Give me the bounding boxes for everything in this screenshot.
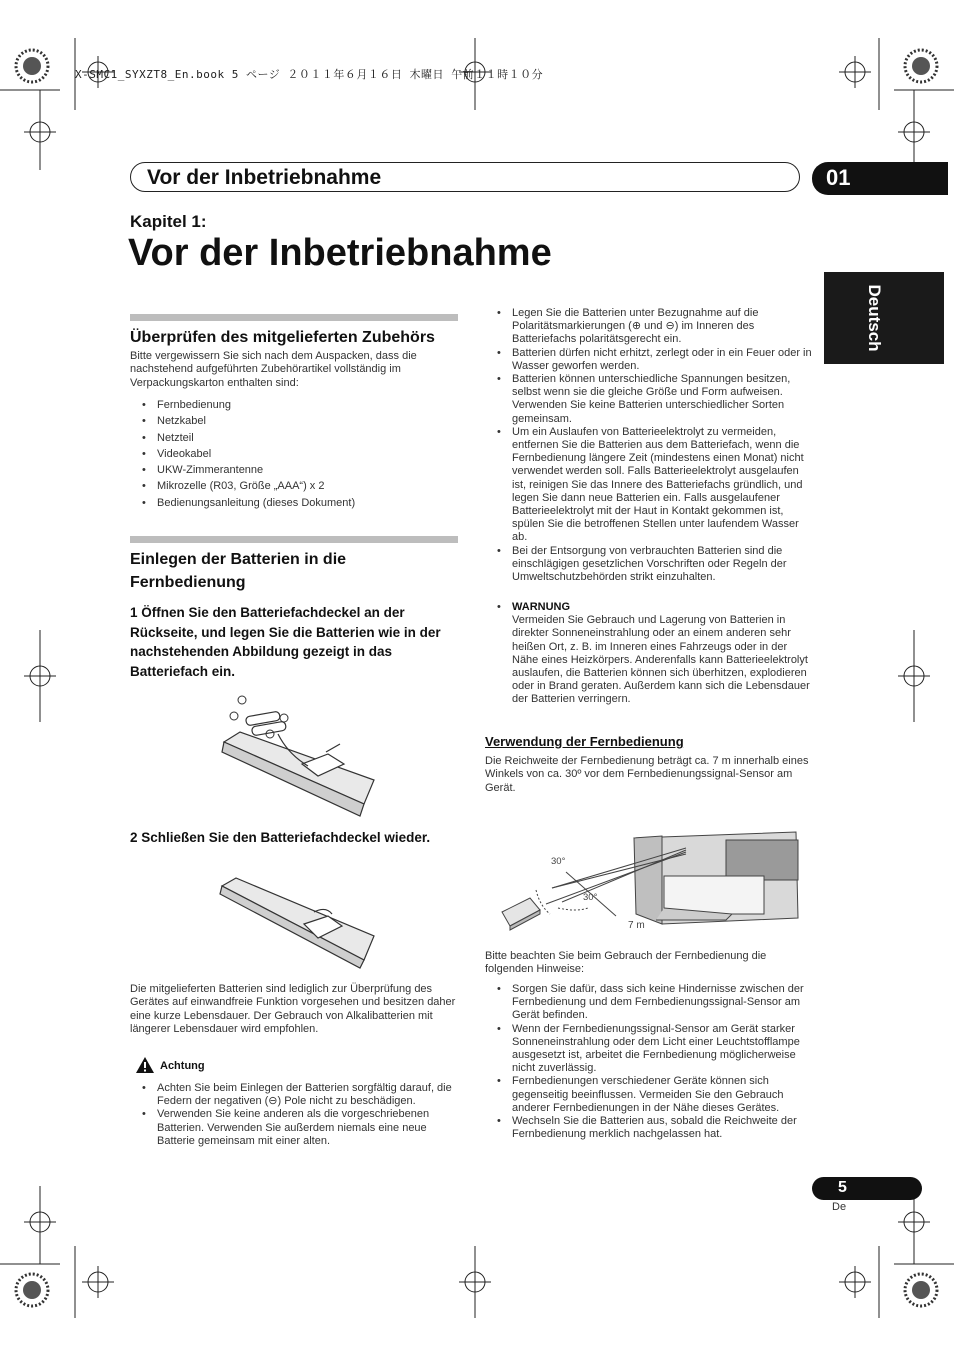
section-divider bbox=[130, 314, 458, 321]
step-1: 1 Öffnen Sie den Batteriefachdeckel an der Rückseite, und legen Sie die Batterien wie in der nachstehenden Abbildung gezeigt in das Batteriefach ein. bbox=[130, 605, 441, 679]
page-number: 5 bbox=[838, 1179, 847, 1196]
accessories-list bbox=[130, 397, 458, 511]
diagram-angle-2: 30° bbox=[583, 892, 598, 903]
list-item: • Fernbedienung bbox=[130, 397, 458, 413]
remote-range-diagram bbox=[496, 828, 806, 938]
list-item: • Wenn der Fernbedienungssignal-Sensor am Gerät starker Sonneneinstrahlung oder dem Licht einer Leuchtstofflampe ausgesetzt ist, arbeitet die Fernbedienung möglicherweise nicht zuverlässig. bbox=[485, 1023, 815, 1076]
warning-triangle-icon bbox=[135, 1056, 155, 1074]
accessories-intro: Bitte vergewissern Sie sich nach dem Auspacken, dass die nachstehend aufgeführten Zubehörartikel vollständig im Verpackungskarton enthalten sind: bbox=[130, 350, 417, 389]
list-item: • Legen Sie die Batterien unter Bezugnahme auf die Polaritätsmarkierungen (⊕ und ⊖) im Inneren des Batteriefachs polaritätsgerecht ein. bbox=[485, 307, 815, 347]
language-label: Deutsch bbox=[865, 284, 884, 352]
list-item: • Bei der Entsorgung von verbrauchten Batterien sind die einschlägigen gesetzlichen Vorschriften oder Regeln der Umweltschutzbehörden strikt einzuhalten. bbox=[485, 545, 815, 585]
section-heading-accessories: Überprüfen des mitgelieferten Zubehörs bbox=[130, 329, 435, 346]
warning-text: Vermeiden Sie Gebrauch und Lagerung von Batterien in direkter Sonneneinstrahlung oder an einem anderen sehr heißen Ort, z. B. im Inneren eines Fahrzeugs oder in der Nähe eines Heizkörpers. Anderenfalls kann Batterieelektrolyt auslaufen, die Batterien können sich überhitzen, explodieren oder in Brand geraten. Außerdem kann sich die Lebensdauer der Batterien verringern. bbox=[512, 614, 810, 706]
list-item: • Batterien dürfen nicht erhitzt, zerlegt oder in ein Feuer oder in Wasser geworfen werden. bbox=[485, 347, 815, 373]
section-heading-remote-use: Verwendung der Fernbedienung bbox=[485, 734, 684, 749]
warning-block: • WARNUNG Vermeiden Sie Gebrauch und Lagerung von Batterien in direkter Sonneneinstrahlung oder an einem anderen sehr heißen Ort, z. B. im Inneren eines Fahrzeugs oder in der Nähe eines Heizkörpers. Anderenfalls kann Batterieelektrolyt auslaufen, die Batterien können sich überhitzen, explodieren oder in Brand geraten. Außerdem kann sich die Lebensdauer der Batterien verringern. bbox=[485, 601, 815, 707]
chapter-number: 01 bbox=[826, 165, 851, 190]
header-title: Vor der Inbetriebnahme bbox=[147, 166, 382, 189]
section-heading-batteries-line1: Einlegen der Batterien in die bbox=[130, 551, 347, 568]
list-item: • Um ein Auslaufen von Batterieelektrolyt zu vermeiden, entfernen Sie die Batterien aus dem Batteriefach, wenn die Fernbedienung längere Zeit (mindestens einen Monat) nicht verwendet werden soll. Falls Batterieelektrolyt ausgelaufen ist, reinigen Sie das Innere des Batteriefachs gründlich, und legen Sie dann neue Batterien ein. Falls ausgelaufener Batterieelektrolyt mit der Haut in Kontakt gekommen ist, spülen Sie die betroffenen Stellen unter laufendem Wasser ab. bbox=[485, 426, 815, 545]
caution-label: Achtung bbox=[160, 1060, 205, 1072]
list-item: • Videokabel bbox=[130, 446, 458, 462]
list-item: • Batterien können unterschiedliche Spannungen besitzen, selbst wenn sie die gleiche Größe und Form aufweisen. Verwenden Sie keine Batterien unterschiedlicher Sorten gemeinsam. bbox=[485, 373, 815, 426]
list-item: • Netzkabel bbox=[130, 413, 458, 429]
battery-cover-illustration bbox=[218, 876, 378, 972]
remote-range-text: Die Reichweite der Fernbedienung beträgt ca. 7 m innerhalb eines Winkels von ca. 30º vor dem Fernbedienungssignal-Sensor am Gerät. bbox=[485, 755, 809, 794]
chapter-title: Vor der Inbetriebnahme bbox=[128, 232, 552, 274]
battery-safety-list bbox=[485, 307, 815, 584]
list-item: • Sorgen Sie dafür, dass sich keine Hindernisse zwischen der Fernbedienung und dem Fernbedienungssignal-Sensor am Gerät befinden. bbox=[485, 983, 815, 1023]
remote-hints-list bbox=[485, 983, 815, 1141]
warning-label: WARNUNG bbox=[512, 601, 571, 613]
page-number-pill bbox=[812, 1177, 922, 1200]
section-heading-batteries-line2: Fernbedienung bbox=[130, 574, 246, 591]
list-item: • Bedienungsanleitung (dieses Dokument) bbox=[130, 495, 458, 511]
list-item: • Fernbedienungen verschiedener Geräte können sich gegenseitig beeinflussen. Vermeiden Sie den Gebrauch anderer Fernbedienungen in der Nähe dieses Gerätes. bbox=[485, 1075, 815, 1115]
caution-list bbox=[130, 1082, 460, 1148]
list-item: • UKW-Zimmerantenne bbox=[130, 462, 458, 478]
diagram-angle-1: 30° bbox=[551, 856, 566, 867]
list-item: • Wechseln Sie die Batterien aus, sobald die Reichweite der Fernbedienung merklich nachgelassen hat. bbox=[485, 1115, 815, 1141]
diagram-distance: 7 m bbox=[628, 920, 645, 931]
list-item: • Mikrozelle (R03, Größe „AAA“) x 2 bbox=[130, 478, 458, 494]
list-item: • Achten Sie beim Einlegen der Batterien sorgfältig darauf, die Federn der negativen (⊖) Pole nicht zu beschädigen. bbox=[130, 1082, 460, 1108]
page-lang-code: De bbox=[832, 1201, 847, 1213]
language-tab bbox=[824, 272, 944, 364]
section-heading-batteries bbox=[130, 548, 346, 594]
battery-insert-illustration bbox=[218, 694, 378, 826]
list-item: • Netzteil bbox=[130, 430, 458, 446]
remote-hints-intro: Bitte beachten Sie beim Gebrauch der Fernbedienung die folgenden Hinweise: bbox=[485, 950, 767, 976]
list-item: • Verwenden Sie keine anderen als die vorgeschriebenen Batterien. Verwenden Sie außerdem niemals eine neue Batterie gemeinsam mit einer alten. bbox=[130, 1108, 460, 1148]
chapter-number-tab bbox=[812, 162, 948, 195]
battery-note: Die mitgelieferten Batterien sind lediglich zur Überprüfung des Gerätes auf einwandfreie Funktion vorgesehen und besitzen daher eine kurze Lebensdauer. Der Gebrauch von Alkalibatterien mit längerer Lebensdauer wird empfohlen. bbox=[130, 983, 456, 1035]
chapter-label: Kapitel 1: bbox=[130, 212, 207, 231]
section-divider bbox=[130, 536, 458, 543]
print-header: X-SMC1_SYXZT8_En.book 5 ページ ２０１１年６月１６日 木曜日 午前１１時１０分 bbox=[75, 68, 544, 81]
header-title-bar bbox=[130, 162, 800, 192]
step-2: 2 Schließen Sie den Batteriefachdeckel wieder. bbox=[130, 830, 431, 845]
